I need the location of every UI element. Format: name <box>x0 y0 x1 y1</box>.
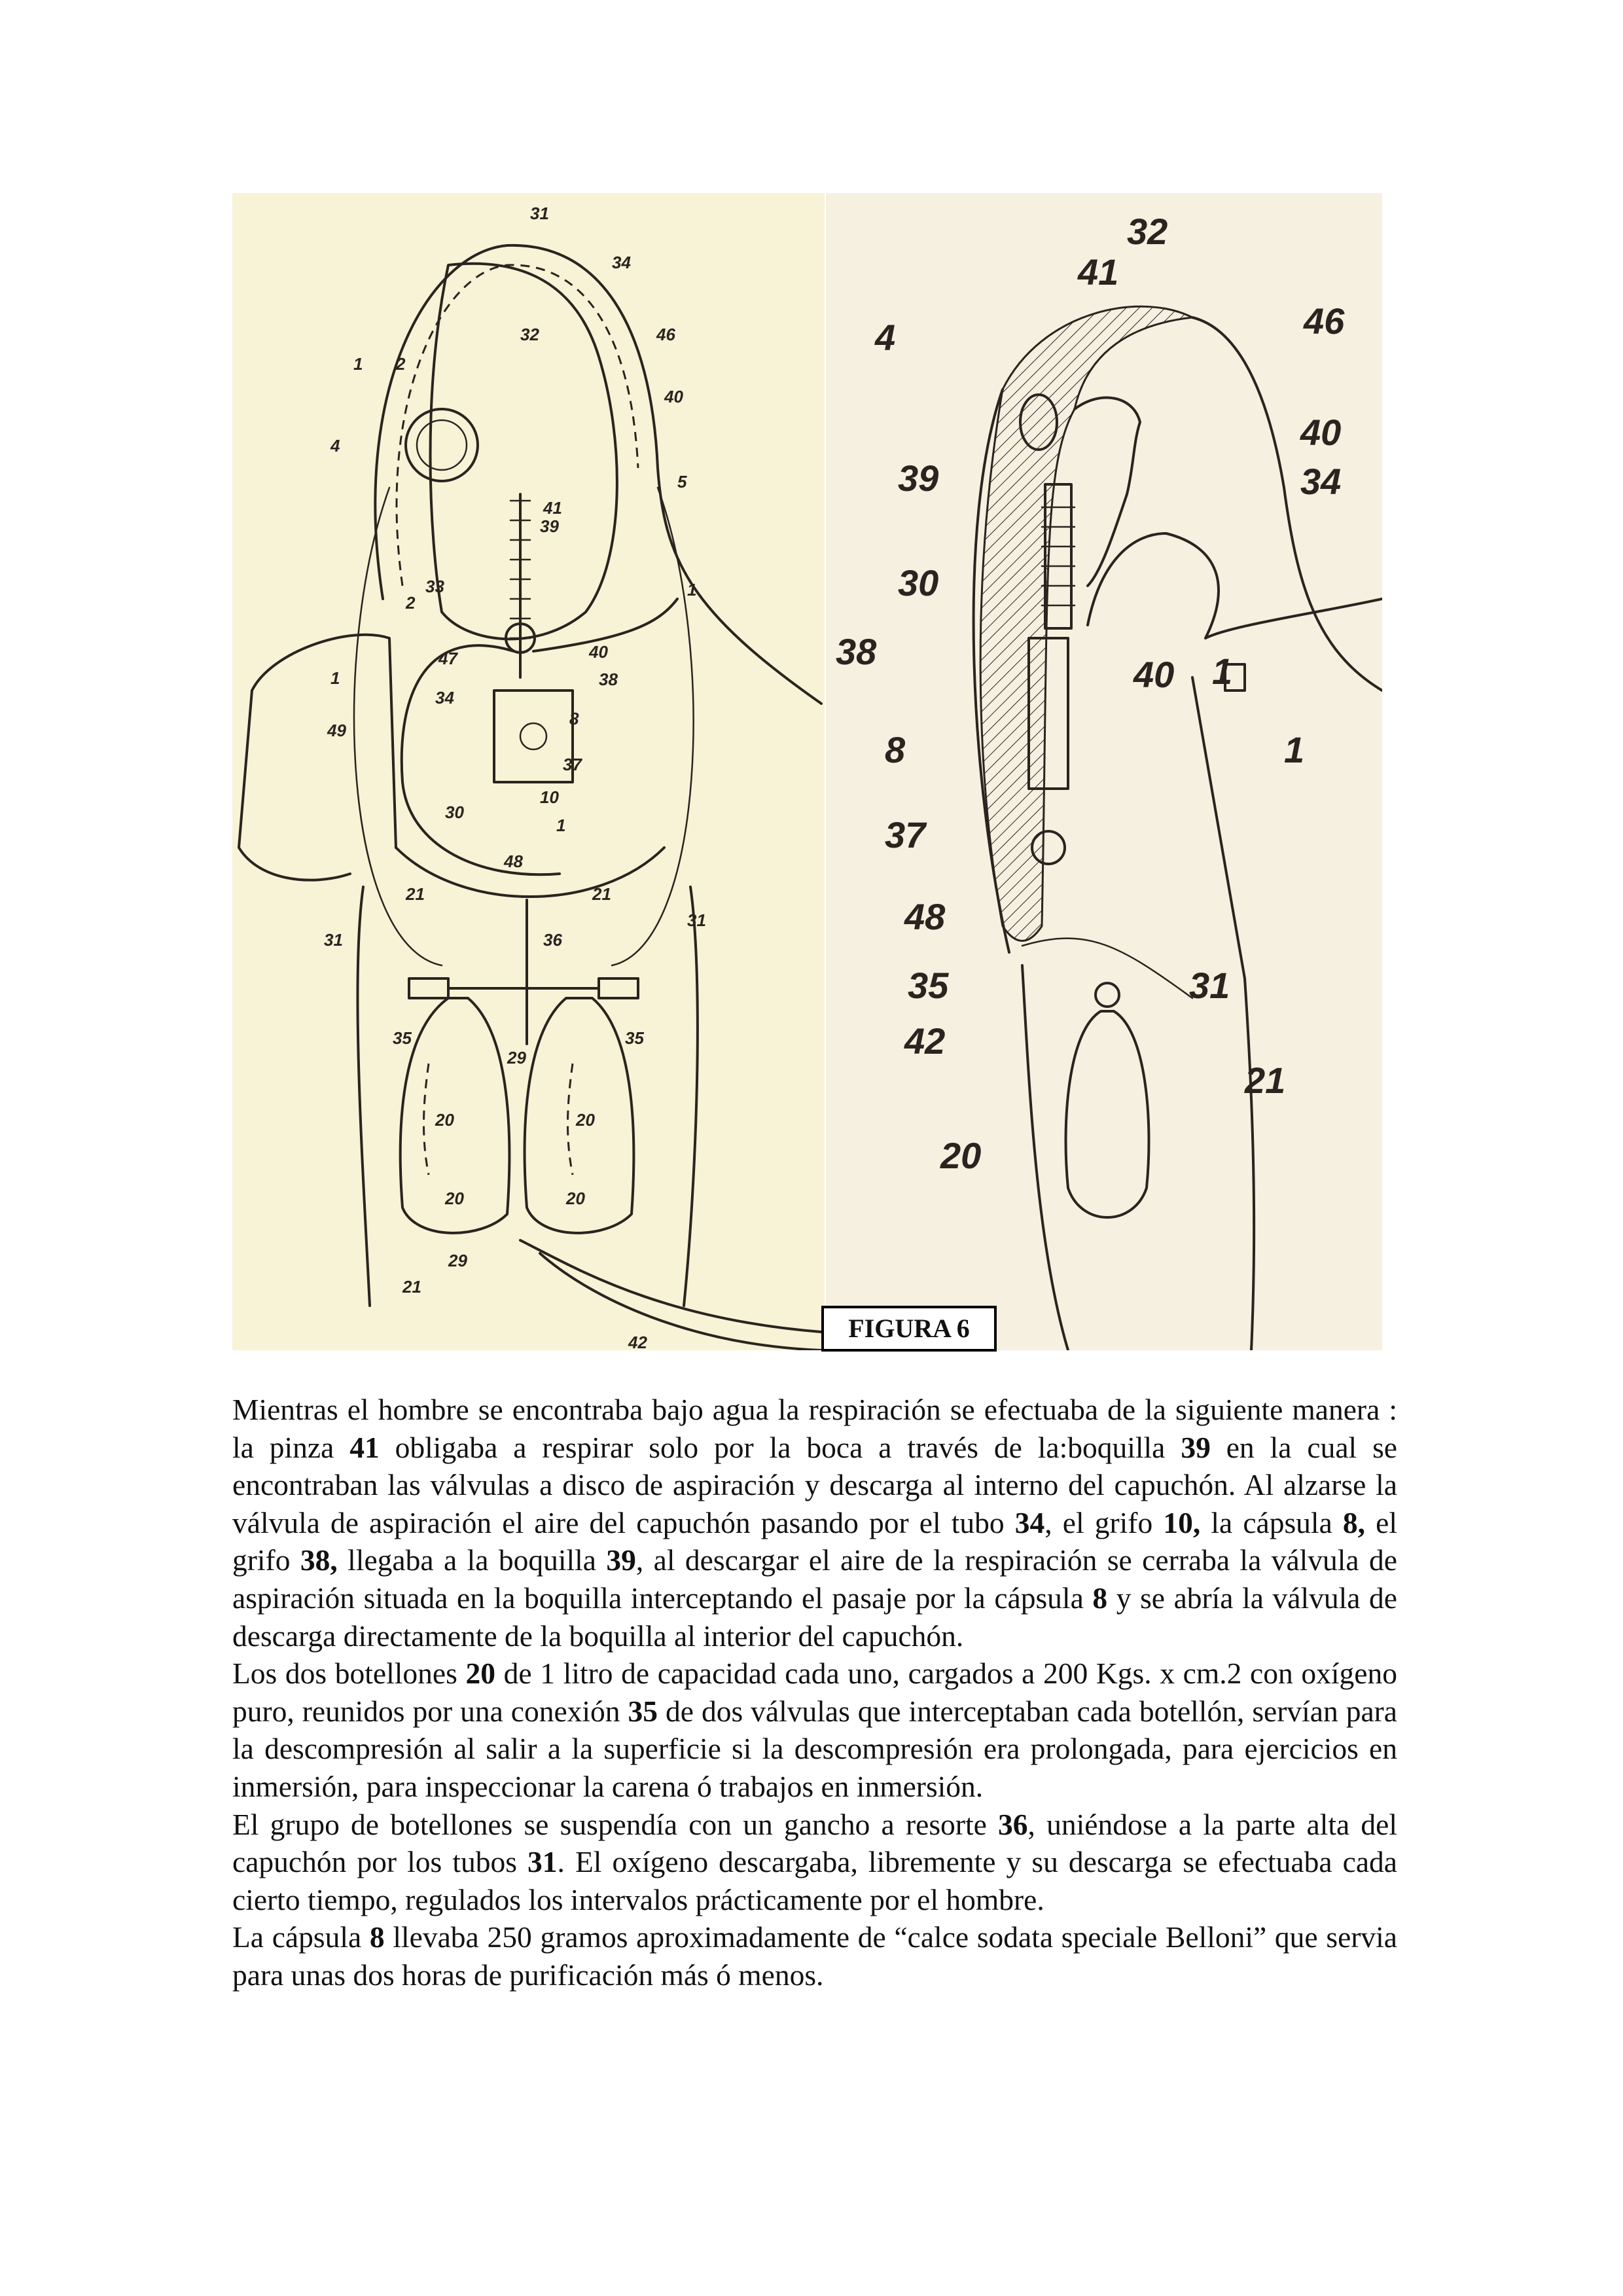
label-20: 20 <box>940 1135 982 1176</box>
label-34: 34 <box>1300 461 1342 502</box>
label-46: 46 <box>1304 300 1345 342</box>
label-20: 20 <box>566 1189 585 1208</box>
label-1: 1 <box>556 816 566 835</box>
label-32: 32 <box>1127 211 1168 252</box>
label-34: 34 <box>612 253 631 272</box>
label-38: 38 <box>599 670 618 689</box>
label-31: 31 <box>1189 965 1230 1006</box>
label-2: 2 <box>396 354 406 374</box>
label-1: 1 <box>687 580 697 600</box>
label-2: 2 <box>406 593 416 613</box>
label-40: 40 <box>1133 654 1175 695</box>
label-30: 30 <box>445 802 464 822</box>
label-31: 31 <box>530 204 549 223</box>
label-29: 29 <box>448 1251 467 1270</box>
label-39: 39 <box>540 516 559 536</box>
label-1: 1 <box>1212 651 1233 692</box>
label-5: 5 <box>677 472 687 492</box>
label-21: 21 <box>1245 1060 1286 1101</box>
label-36: 36 <box>543 930 562 950</box>
label-48: 48 <box>504 852 523 871</box>
front-view-svg <box>232 193 825 1350</box>
label-20: 20 <box>445 1189 464 1208</box>
label-32: 32 <box>520 325 539 344</box>
label-30: 30 <box>898 562 939 603</box>
label-49: 49 <box>327 721 346 740</box>
label-21: 21 <box>592 884 611 904</box>
label-31: 31 <box>687 910 706 930</box>
paragraph-breathing: Mientras el hombre se encontraba bajo agua la respiración se efectuaba de la siguiente manera : la pinza 41 obligaba a respirar solo por la boca a través de la:boquilla 39 en la cual se encontraban las válvulas a disco de aspiración y descarga al interno del capuchón. Al alzarse la válvula de aspiración el aire del capuchón pasando por el tubo 34, el grifo 10, la cápsula 8, el grifo 38, llegaba a la boquilla 39, al descargar el aire de la respiración se cerraba la válvula de aspiración situada en la boquilla interceptando el pasaje por la cápsula 8 y se abría la válvula de descarga directamente de la boquilla al interior del capuchón. <box>232 1393 1398 1653</box>
label-39: 39 <box>898 457 939 499</box>
label-1: 1 <box>1284 729 1305 770</box>
label-33: 33 <box>425 577 444 596</box>
label-40: 40 <box>1300 412 1342 453</box>
label-35: 35 <box>393 1028 412 1048</box>
label-20: 20 <box>435 1110 454 1130</box>
label-8: 8 <box>885 729 906 770</box>
front-view-labels <box>324 204 706 1350</box>
label-37: 37 <box>885 814 926 855</box>
label-40: 40 <box>664 387 683 406</box>
label-35: 35 <box>908 965 949 1006</box>
label-42: 42 <box>628 1333 647 1350</box>
label-34: 34 <box>435 688 454 708</box>
body-text <box>232 1391 1397 1994</box>
figure-caption: FIGURA 6 <box>821 1306 997 1352</box>
label-1: 1 <box>353 354 363 374</box>
label-4: 4 <box>330 436 340 456</box>
label-47: 47 <box>438 649 457 668</box>
label-41: 41 <box>1078 251 1119 293</box>
label-1: 1 <box>330 668 340 688</box>
paragraph-suspension: El grupo de botellones se suspendía con un gancho a resorte 36, uniéndose a la parte alta del capuchón por los tubos 31. El oxígeno descargaba, libremente y su descarga se efectuaba cada cierto tiempo, regulados los intervalos prácticamente por el hombre. <box>232 1807 1397 1916</box>
label-29: 29 <box>507 1048 526 1067</box>
label-20: 20 <box>576 1110 595 1130</box>
label-42: 42 <box>904 1020 946 1062</box>
label-31: 31 <box>324 930 343 950</box>
label-40: 40 <box>589 642 608 662</box>
side-view-svg <box>826 193 1382 1350</box>
canister-8 <box>494 691 573 782</box>
label-46: 46 <box>656 325 675 344</box>
label-48: 48 <box>904 896 946 937</box>
label-4: 4 <box>875 317 896 358</box>
side-view-drawing <box>826 193 1382 1350</box>
bottle-side <box>1066 1011 1149 1217</box>
paragraph-capsule: La cápsula 8 llevaba 250 gramos aproximadamente de “calce sodata speciale Belloni” que servia para unas dos horas de purificación más ó menos. <box>232 1920 1398 1992</box>
face-window <box>431 264 617 639</box>
label-21: 21 <box>406 884 425 904</box>
label-8: 8 <box>569 709 579 728</box>
label-21: 21 <box>402 1277 421 1297</box>
label-35: 35 <box>625 1028 644 1048</box>
label-38: 38 <box>836 631 877 672</box>
front-view-drawing <box>232 193 825 1350</box>
label-10: 10 <box>540 787 559 807</box>
label-41: 41 <box>543 498 562 518</box>
paragraph-bottles: Los dos botellones 20 de 1 litro de capacidad cada uno, cargados a 200 Kgs. x cm.2 con oxígeno puro, reunidos por una conexión 35 de dos válvulas que interceptaban cada botellón, servían para la descompresión al salir a la superficie si la descompresión era prolongada, para ejercicios en inmersión, para inspeccionar la carena ó trabajos en inmersión. <box>232 1657 1398 1803</box>
label-37: 37 <box>563 755 582 774</box>
